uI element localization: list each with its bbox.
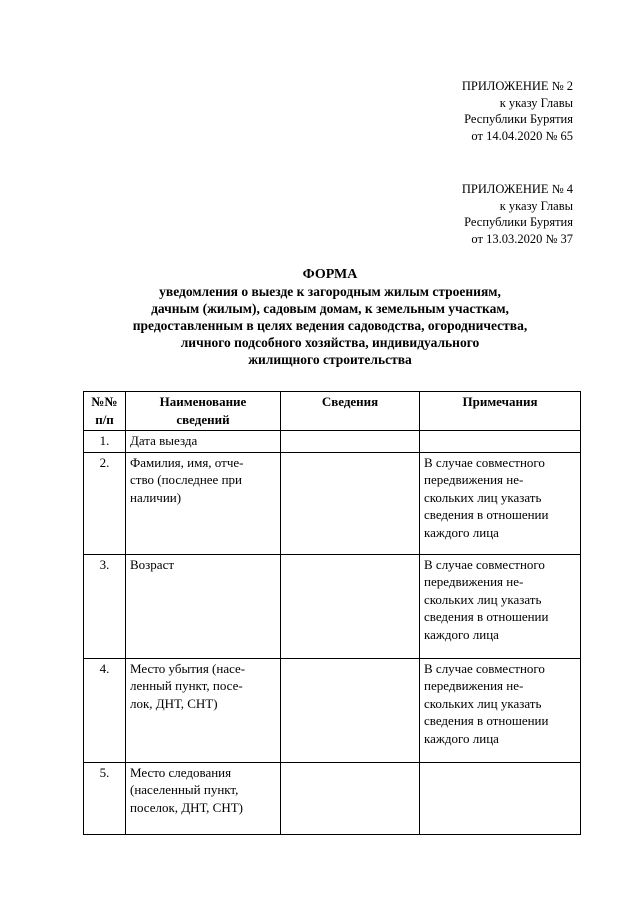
form-subtitle-line: дачным (жилым), садовым домам, к земельным участкам, [151, 301, 509, 316]
form-subtitle-line: личного подсобного хозяйства, индивидуального [180, 335, 480, 350]
row-notes [420, 658, 581, 762]
field-name-line: поселок, ДНТ, СНТ) [130, 799, 244, 815]
row-number: 4. [84, 658, 126, 762]
note-line: каждого лица [424, 524, 499, 540]
appendix-line: ПРИЛОЖЕНИЕ № 2 [461, 79, 573, 93]
row-field-name [126, 658, 281, 762]
header-notes: Примечания [420, 392, 581, 431]
form-subtitle-line: уведомления о выезде к загородным жилым строениям, [159, 284, 501, 299]
form-title [60, 266, 600, 368]
row-info-cell [281, 452, 420, 554]
note-line: передвижения не- [424, 472, 524, 487]
table-row [84, 452, 581, 554]
header-name [126, 392, 281, 431]
note-line: каждого лица [424, 730, 499, 746]
appendix-line: ПРИЛОЖЕНИЕ № 4 [461, 182, 573, 196]
field-name-line: лок, ДНТ, СНТ) [130, 695, 218, 711]
table-header-row [84, 392, 581, 431]
table-row [84, 554, 581, 658]
note-line: сведения в отношении [424, 713, 549, 728]
form-subtitle-line: предоставленным в целях ведения садоводства, огородничества, [132, 318, 528, 333]
row-number: 2. [84, 452, 126, 554]
header-line: п/п [95, 411, 114, 427]
table-row [84, 431, 581, 453]
table-body [84, 431, 581, 835]
form-heading: ФОРМА [302, 267, 358, 282]
row-notes [420, 431, 581, 453]
row-notes [420, 554, 581, 658]
appendix-header-2 [462, 181, 573, 247]
header-line: сведений [176, 411, 230, 427]
note-line: В случае совместного [424, 454, 545, 470]
header-number [84, 392, 126, 431]
appendix-header-1 [462, 78, 573, 144]
field-name-line: наличии) [130, 489, 182, 505]
row-number: 5. [84, 762, 126, 834]
row-notes [420, 762, 581, 834]
form-subtitle-line: жилищного строительства [248, 352, 412, 367]
row-field-name [126, 452, 281, 554]
note-line: В случае совместного [424, 660, 545, 676]
header-line: Наименование [159, 394, 247, 409]
appendix-line: Республики Бурятия [464, 215, 573, 229]
field-name-line: Возраст [130, 556, 175, 572]
field-name-line: Фамилия, имя, отче- [130, 454, 244, 470]
header-info: Сведения [281, 392, 420, 431]
note-line: скольких лиц указать [424, 695, 542, 711]
row-info-cell [281, 658, 420, 762]
field-name-line: ленный пункт, посе- [130, 678, 243, 693]
note-line: В случае совместного [424, 556, 545, 572]
row-notes [420, 452, 581, 554]
row-field-name [126, 431, 281, 453]
row-number: 3. [84, 554, 126, 658]
note-line: скольких лиц указать [424, 489, 542, 505]
note-line: скольких лиц указать [424, 591, 542, 607]
appendix-line: к указу Главы [499, 95, 573, 110]
field-name-line: Место следования [130, 764, 232, 780]
row-number: 1. [84, 431, 126, 453]
appendix-line: Республики Бурятия [464, 112, 573, 126]
table-row [84, 658, 581, 762]
field-name-line: ство (последнее при [130, 472, 242, 487]
row-field-name [126, 554, 281, 658]
table-row [84, 762, 581, 834]
field-name-line: (населенный пункт, [130, 782, 239, 797]
field-name-line: Место убытия (насе- [130, 660, 246, 676]
row-field-name [126, 762, 281, 834]
note-line: каждого лица [424, 626, 499, 642]
row-info-cell [281, 554, 420, 658]
field-name-line: Дата выезда [130, 433, 198, 448]
note-line: сведения в отношении [424, 507, 549, 522]
note-line: передвижения не- [424, 574, 524, 589]
appendix-line: от 14.04.2020 № 65 [471, 128, 573, 143]
appendix-line: к указу Главы [499, 198, 573, 213]
row-info-cell [281, 762, 420, 834]
header-line: №№ [91, 394, 118, 409]
note-line: передвижения не- [424, 678, 524, 693]
notification-form-table [83, 391, 581, 835]
appendix-line: от 13.03.2020 № 37 [471, 231, 573, 246]
row-info-cell [281, 431, 420, 453]
note-line: сведения в отношении [424, 609, 549, 624]
